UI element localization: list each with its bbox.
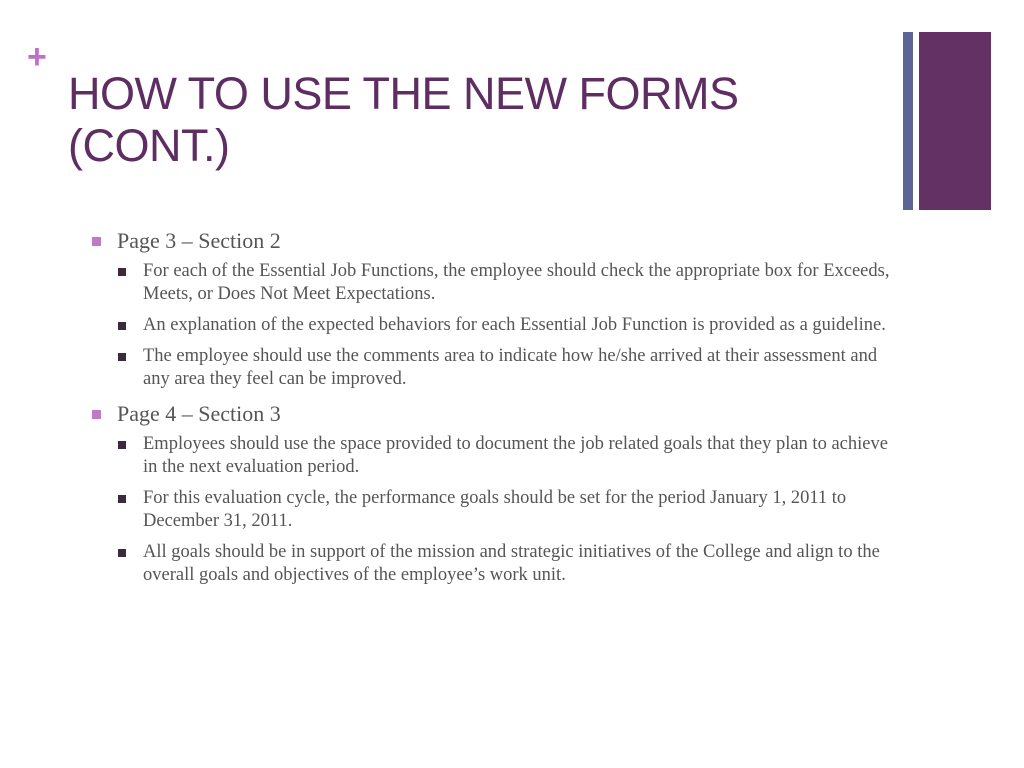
plus-icon: +	[27, 38, 47, 76]
square-bullet-icon	[118, 268, 126, 276]
section-heading: Page 4 – Section 3	[117, 401, 281, 426]
sub-bullet-item	[117, 314, 897, 337]
square-bullet-icon	[118, 495, 126, 503]
sub-bullet-text: All goals should be in support of the mission and strategic initiatives of the College and align to the overall goals and objectives of the employee’s work unit.	[143, 542, 880, 585]
square-bullet-icon	[118, 353, 126, 361]
sub-bullet-item	[117, 487, 897, 533]
slide-title: HOW TO USE THE NEW FORMS (CONT.)	[68, 68, 739, 171]
sub-bullet-text: Employees should use the space provided to document the job related goals that they plan to achieve in the next evaluation period.	[143, 434, 888, 477]
accent-bar-thick	[919, 32, 991, 210]
sub-bullet-item	[117, 260, 897, 306]
sub-bullet-text: For this evaluation cycle, the performance goals should be set for the period January 1, 2011 to December 31, 2011.	[143, 488, 847, 531]
square-bullet-icon	[118, 549, 126, 557]
section-heading: Page 3 – Section 2	[117, 228, 281, 253]
square-bullet-icon	[118, 441, 126, 449]
slide-content	[92, 226, 897, 595]
square-bullet-icon	[92, 237, 101, 246]
square-bullet-icon	[92, 410, 101, 419]
section-item	[92, 399, 897, 587]
section-heading-row	[117, 399, 897, 429]
sub-bullet-list	[117, 260, 897, 391]
sub-bullet-item	[117, 433, 897, 479]
square-bullet-icon	[118, 322, 126, 330]
sub-bullet-item	[117, 345, 897, 391]
sub-bullet-item	[117, 541, 897, 587]
sub-bullet-text: The employee should use the comments area to indicate how he/she arrived at their assessment and any area they feel can be improved.	[143, 346, 878, 389]
accent-bar-thin	[903, 32, 913, 210]
sub-bullet-list	[117, 433, 897, 587]
section-heading-row	[117, 226, 897, 256]
section-item	[92, 226, 897, 391]
bullet-list	[92, 226, 897, 587]
sub-bullet-text: For each of the Essential Job Functions, the employee should check the appropriate box for Exceeds, Meets, or Does Not Meet Expectations.	[143, 261, 890, 304]
sub-bullet-text: An explanation of the expected behaviors for each Essential Job Function is provided as a guideline.	[143, 315, 886, 335]
